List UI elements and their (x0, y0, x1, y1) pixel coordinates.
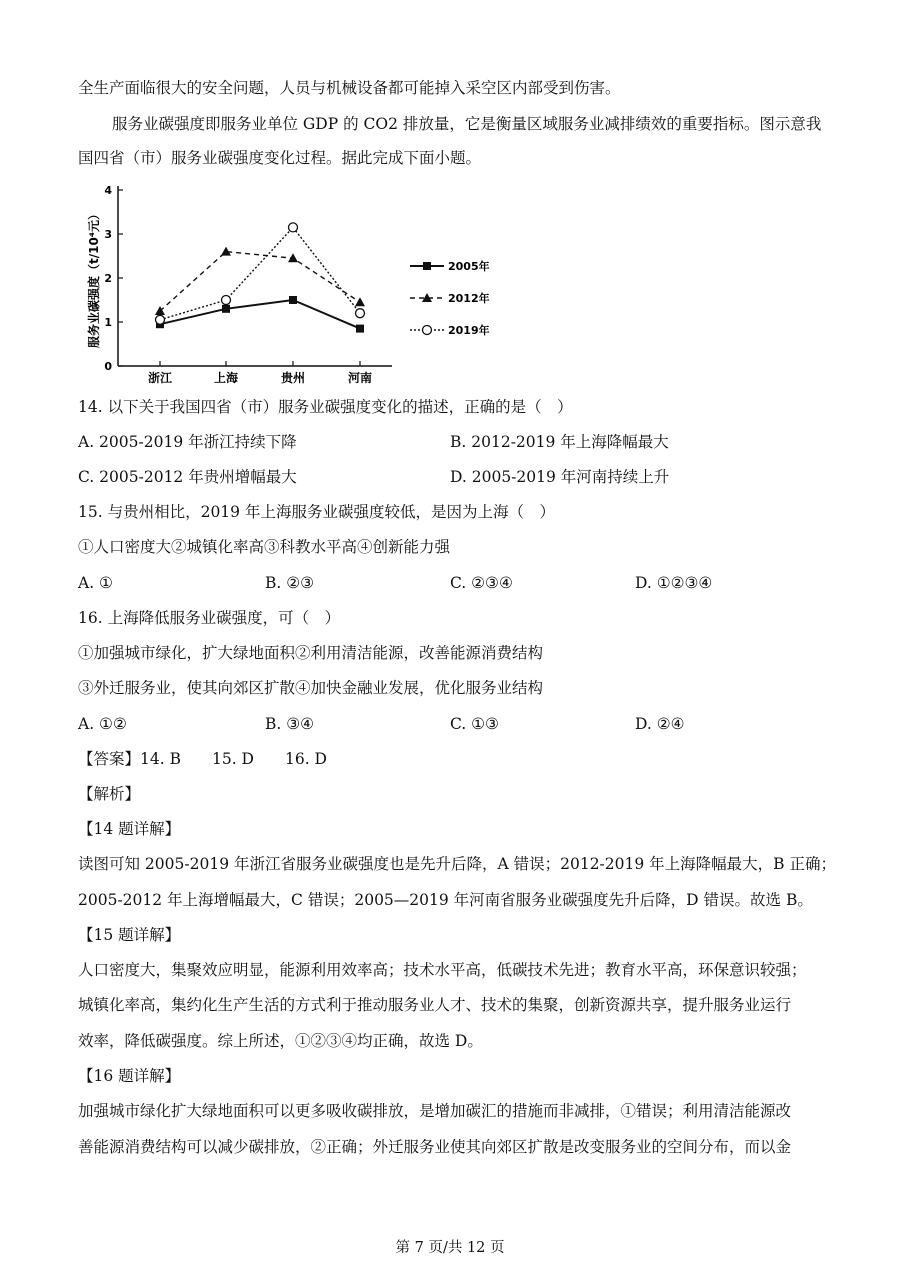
legend-marker (423, 262, 431, 270)
q15-detail-title: 【15 题详解】 (78, 926, 181, 944)
analysis-label: 【解析】 (78, 785, 141, 803)
q16-detail-title: 【16 题详解】 (78, 1067, 181, 1085)
data-point (289, 296, 297, 304)
question-15-stem: 15. 与贵州相比，2019 年上海服务业碳强度较低，是因为上海（ ） (78, 503, 555, 521)
intro-line-1: 全生产面临很大的安全问题，人员与机械设备都可能掉入采空区内部受到伤害。 (78, 79, 621, 97)
q14-option-a: A. 2005-2019 年浙江持续下降 (78, 433, 297, 451)
data-point (356, 325, 364, 333)
page-footer: 第 7 页/共 12 页 (395, 1240, 505, 1256)
q15-option-a: A. ① (78, 574, 113, 592)
q16-detail-line-2: 善能源消费结构可以减少碳排放，②正确；外迁服务业使其向郊区扩散是改变服务业的空间分布，而以金 (78, 1138, 792, 1156)
q16-detail-line-1: 加强城市绿化扩大绿地面积可以更多吸收碳排放，是增加碳汇的措施而非减排，①错误；利用清洁能源改 (78, 1102, 792, 1120)
q14-option-b: B. 2012-2019 年上海降幅最大 (450, 433, 669, 451)
question-16-stem: 16. 上海降低服务业碳强度，可（ ） (78, 609, 341, 627)
x-tick-label: 河南 (347, 371, 373, 385)
carbon-intensity-chart (82, 178, 502, 388)
data-point (221, 247, 231, 256)
y-tick-label: 0 (104, 360, 112, 373)
x-tick-label: 浙江 (147, 371, 173, 385)
y-tick-label: 4 (104, 184, 112, 197)
data-point (156, 315, 165, 324)
q15-choices: ①人口密度大②城镇化率高③科教水平高④创新能力强 (78, 538, 451, 556)
q15-option-c: C. ②③④ (450, 574, 513, 592)
q16-choices-1: ①加强城市绿化，扩大绿地面积②利用清洁能源，改善能源消费结构 (78, 644, 544, 662)
legend-label: 2005年 (448, 260, 490, 273)
q16-option-a: A. ①② (78, 715, 127, 733)
q15-option-b: B. ②③ (265, 574, 315, 592)
question-14-stem: 14. 以下关于我国四省（市）服务业碳强度变化的描述，正确的是（ ） (78, 398, 573, 416)
data-point (155, 306, 165, 315)
answer-line: 【答案】14. B 15. D 16. D (78, 750, 327, 768)
data-point (355, 297, 365, 306)
legend-label: 2012年 (448, 292, 490, 305)
legend-label: 2019年 (448, 324, 490, 337)
data-point (289, 223, 298, 232)
q15-detail-line-3: 效率，降低碳强度。综上所述，①②③④均正确，故选 D。 (78, 1032, 483, 1050)
legend-marker (423, 326, 432, 335)
q16-option-c: C. ①③ (450, 715, 499, 733)
chart-svg (82, 178, 502, 388)
series-line (160, 252, 360, 311)
y-tick-label: 2 (104, 272, 112, 285)
q14-detail-line-2: 2005-2012 年上海增幅最大，C 错误；2005—2019 年河南省服务业碳强度先升后降，D 错误。故选 B。 (78, 891, 813, 909)
intro-line-2: 服务业碳强度即服务业单位 GDP 的 CO2 排放量，它是衡量区域服务业减排绩效的重要指标。图示意我 (112, 115, 822, 133)
q14-option-c: C. 2005-2012 年贵州增幅最大 (78, 468, 297, 486)
q15-detail-line-2: 城镇化率高，集约化生产生活的方式利于推动服务业人才、技术的集聚，创新资源共享，提升服务业运行 (78, 996, 792, 1014)
data-point (222, 296, 231, 305)
series-line (160, 227, 360, 319)
y-tick-label: 3 (104, 228, 112, 241)
x-tick-label: 贵州 (280, 371, 306, 385)
series-line (160, 300, 360, 329)
data-point (356, 309, 365, 318)
q15-detail-line-1: 人口密度大，集聚效应明显，能源利用效率高；技术水平高，低碳技术先进；教育水平高，环保意识较强； (78, 961, 807, 979)
q15-option-d: D. ①②③④ (635, 574, 713, 592)
y-tick-label: 1 (104, 316, 112, 329)
q16-choices-2: ③外迁服务业，使其向郊区扩散④加快金融业发展，优化服务业结构 (78, 679, 544, 697)
q14-detail-title: 【14 题详解】 (78, 820, 181, 838)
q16-option-d: D. ②④ (635, 715, 685, 733)
chart-legend (410, 259, 490, 337)
x-tick-label: 上海 (213, 371, 239, 385)
data-point (222, 305, 230, 313)
q16-option-b: B. ③④ (265, 715, 315, 733)
data-point (288, 253, 298, 262)
intro-line-3: 国四省（市）服务业碳强度变化过程。据此完成下面小题。 (78, 149, 482, 167)
q14-detail-line-1: 读图可知 2005-2019 年浙江省服务业碳强度也是先升后降，A 错误；2012-2019 年上海降幅最大，B 正确； (78, 855, 836, 873)
q14-option-d: D. 2005-2019 年河南持续上升 (450, 468, 670, 486)
plot-area (104, 184, 392, 385)
y-axis-label: 服务业碳强度（t/10⁴元） (87, 207, 101, 349)
